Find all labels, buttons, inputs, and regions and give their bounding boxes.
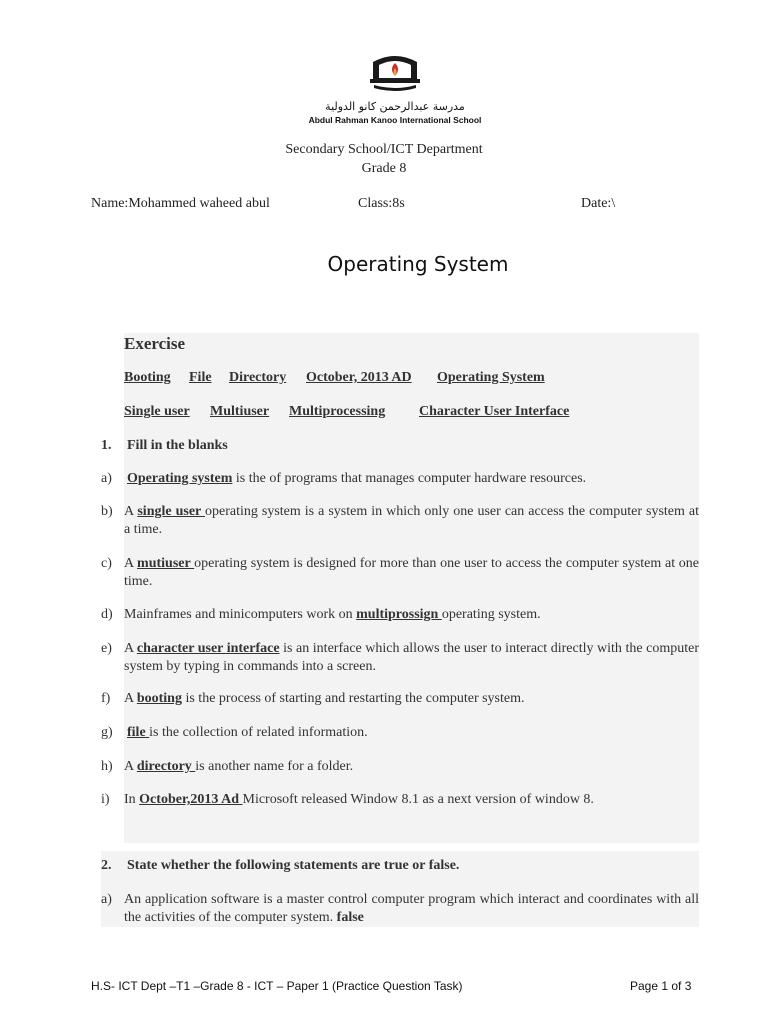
- question-text: In October,2013 Ad Microsoft released Window 8.1 as a next version of window 8.: [124, 792, 594, 807]
- answer: false: [336, 909, 364, 925]
- word-bank-item: Single user: [124, 404, 190, 419]
- answer: character user interface: [136, 641, 280, 656]
- footer-left: H.S- ICT Dept –T1 –Grade 8 - ICT – Paper 1 (Practice Question Task): [91, 979, 463, 993]
- section2-heading: State whether the following statements are true or false.: [127, 858, 460, 873]
- exercise-title: Exercise: [124, 334, 186, 353]
- question-label: c): [101, 556, 112, 571]
- question-label: f): [101, 691, 111, 706]
- question-text: A single user operating system is a system in which only one user can access the computer system at a time.: [124, 504, 699, 537]
- student-class: Class:8s: [358, 196, 405, 211]
- question-text: A character user interface is an interface which allows the user to interact directly with the computer system by typing in commands into a screen.: [124, 641, 700, 674]
- department-line: Secondary School/ICT Department: [285, 142, 483, 157]
- question-text: Operating system is the of programs that manages computer hardware resources.: [127, 471, 587, 486]
- word-bank-item: Character User Interface: [419, 404, 570, 419]
- section2-number: 2.: [101, 858, 112, 873]
- answer: Operating system: [127, 471, 233, 486]
- question-label: h): [101, 759, 113, 774]
- exam-date: Date:\: [581, 196, 616, 211]
- question-text: A booting is the process of starting and restarting the computer system.: [124, 691, 525, 706]
- school-name-english: Abdul Rahman Kanoo International School: [308, 115, 482, 125]
- word-bank-item: Multiuser: [210, 404, 270, 419]
- word-bank-item: October, 2013 AD: [306, 370, 412, 385]
- word-bank-item: File: [189, 370, 212, 385]
- question-label: i): [101, 792, 110, 807]
- section1-heading: Fill in the blanks: [127, 438, 228, 453]
- word-bank-item: Directory: [229, 370, 287, 385]
- word-bank-item: Multiprocessing: [289, 404, 386, 419]
- answer: directory: [136, 759, 196, 774]
- section1-number: 1.: [101, 438, 112, 453]
- answer: mutiuser: [137, 556, 195, 571]
- student-name: Name:Mohammed waheed abul: [91, 196, 270, 211]
- question-label: b): [101, 504, 113, 519]
- word-bank-item: Operating System: [437, 370, 545, 385]
- answer: October,2013 Ad: [139, 792, 243, 807]
- question-text: A directory is another name for a folder.: [124, 759, 354, 774]
- question-text: file is the collection of related information.: [127, 725, 368, 740]
- answer: booting: [136, 691, 182, 706]
- question-label: g): [101, 725, 113, 740]
- question-label: a): [101, 892, 112, 907]
- question-label: a): [101, 471, 112, 486]
- school-name-arabic: مدرسة عبدالرحمن كانو الدولية: [325, 100, 465, 113]
- question-label: d): [101, 607, 113, 622]
- grade-line: Grade 8: [361, 161, 407, 176]
- answer: file: [127, 725, 150, 740]
- page-title: Operating System: [327, 252, 509, 276]
- answer: multiprossign: [356, 607, 442, 622]
- word-bank-item: Booting: [124, 370, 171, 385]
- question-text: Mainframes and minicomputers work on multiprossign operating system.: [124, 607, 541, 622]
- question-text: A mutiuser operating system is designed for more than one user to access the computer system at one time.: [124, 556, 699, 589]
- page-number: Page 1 of 3: [630, 979, 692, 993]
- answer: single user: [137, 504, 206, 519]
- question-label: e): [101, 641, 112, 656]
- question-text: An application software is a master control computer program which interact and coordinates with all the activities of the computer system. false: [124, 892, 699, 925]
